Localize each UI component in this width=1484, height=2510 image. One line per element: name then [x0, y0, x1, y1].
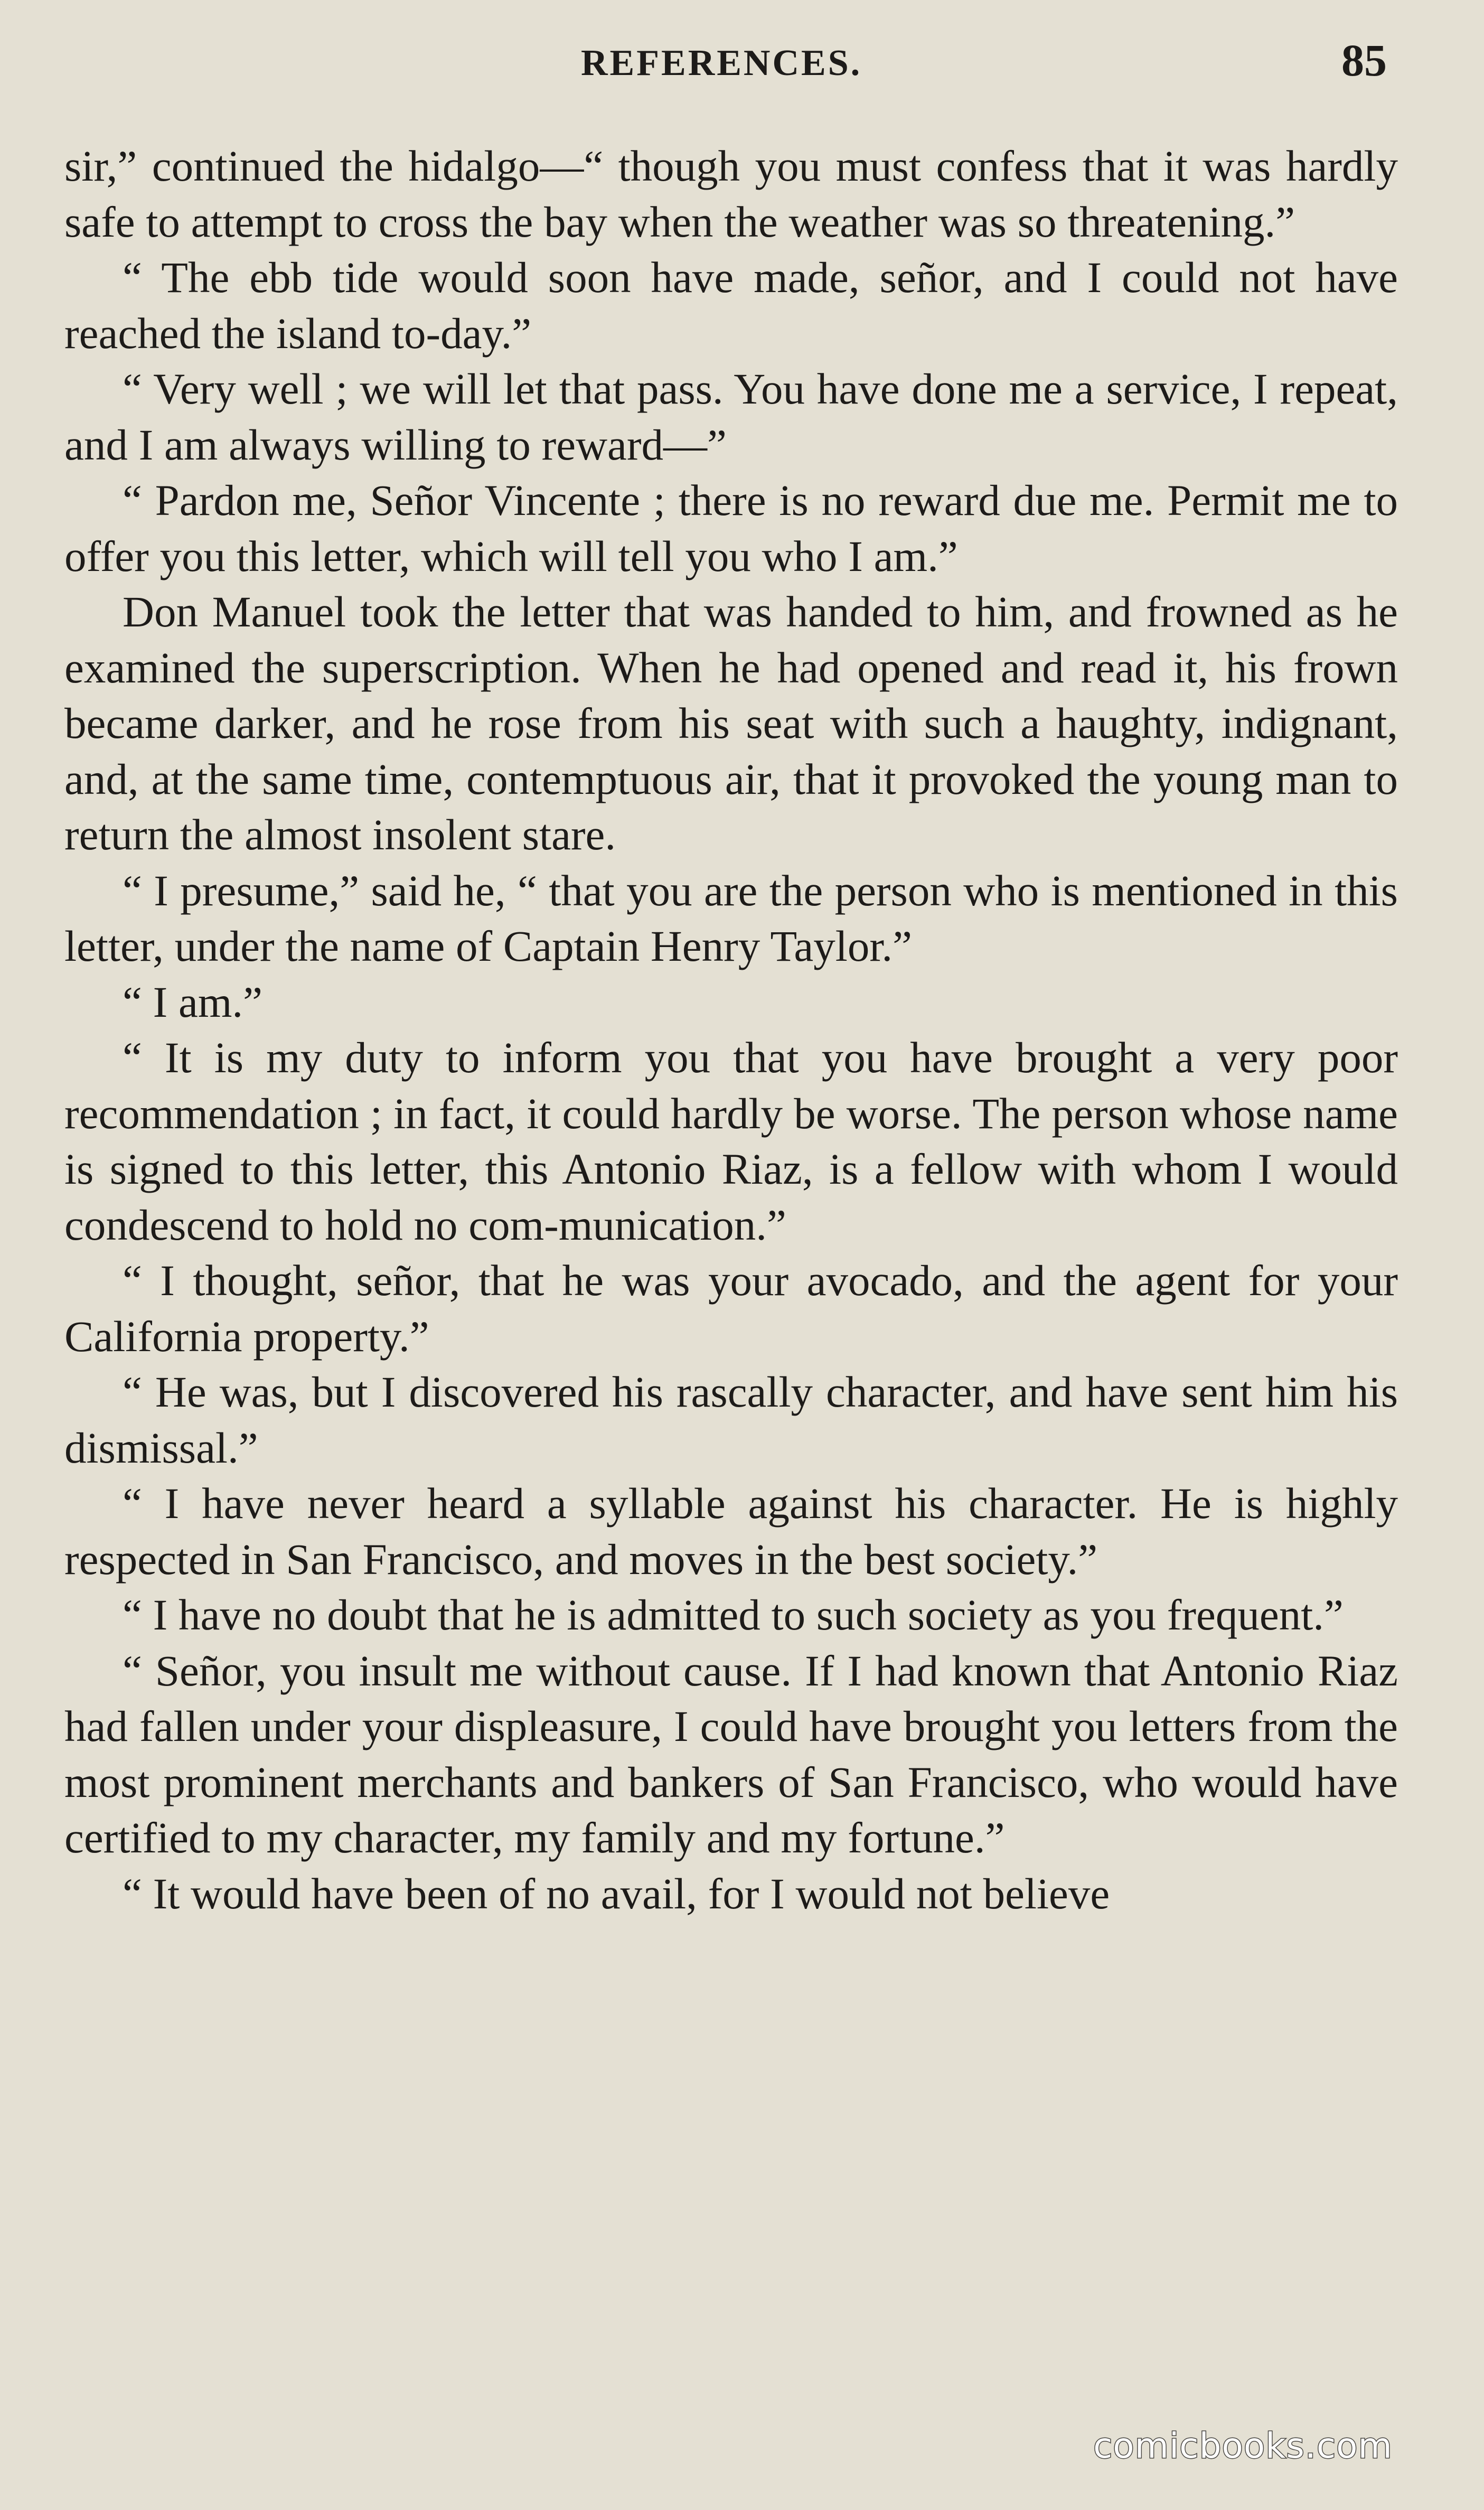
body-text [64, 138, 1398, 1922]
paragraph: “ I have never heard a syllable against his character. He is highly respected in San Francisco, and moves in the best society.” [64, 1479, 1398, 1584]
paragraph: “ The ebb tide would soon have made, señor, and I could not have reached the island to-day.” [64, 253, 1398, 358]
paragraph: “ I presume,” said he, “ that you are the person who is mentioned in this letter, under the name of Captain Henry Taylor.” [64, 866, 1398, 970]
paragraph: “ He was, but I discovered his rascally character, and have sent him his dismissal.” [64, 1368, 1398, 1472]
paragraph: “ Pardon me, Señor Vincente ; there is no reward due me. Permit me to offer you this letter, which will tell you who I am.” [64, 476, 1398, 580]
running-head: REFERENCES. [581, 43, 862, 83]
paragraph: “ Very well ; we will let that pass. You have done me a service, I repeat, and I am always willing to reward—” [64, 364, 1398, 469]
page-header [0, 32, 1484, 90]
paragraph: Don Manuel took the letter that was handed to him, and frowned as he examined the superscription. When he had opened and read it, his frown became darker, and he rose from his seat with such a haughty, indignant, and, at the same time, contemptuous air, that it provoked the young man to return the almost insolent stare. [64, 587, 1398, 859]
watermark: comicbooks.com [1093, 2425, 1393, 2466]
paragraph: “ It is my duty to inform you that you have brought a very poor recommendation ; in fact, it could hardly be worse. The person whose name is signed to this letter, this Antonio Riaz, is a fellow with whom I would condescend to hold no com-munication.” [64, 1033, 1398, 1249]
paragraph: sir,” continued the hidalgo—“ though you must confess that it was hardly safe to attempt to cross the bay when the weather was so threatening.” [64, 142, 1398, 246]
paragraph: “ I have no doubt that he is admitted to such society as you frequent.” [123, 1590, 1344, 1639]
paragraph: “ I am.” [123, 977, 262, 1026]
paragraph: “ I thought, señor, that he was your avocado, and the agent for your California property.” [64, 1256, 1398, 1361]
paragraph: “ Señor, you insult me without cause. If I had known that Antonio Riaz had fallen under your displeasure, I could have brought you letters from the most prominent merchants and bankers of San Francisco, who would have certified to my character, my family and my fortune.” [64, 1646, 1398, 1862]
paragraph: “ It would have been of no avail, for I would not believe [123, 1869, 1110, 1918]
page-number: 85 [1341, 35, 1387, 86]
